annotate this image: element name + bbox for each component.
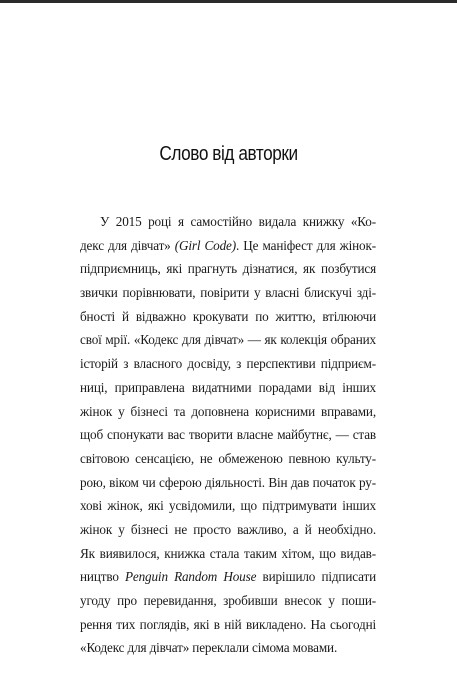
paragraph-line: щоб спонукати вас творити власне майбутнє, — став xyxy=(80,427,376,443)
paragraph-line: рою, віком чи сферою діяльності. Він дав початок ру- xyxy=(80,474,376,490)
body-paragraph xyxy=(80,210,376,660)
chapter-heading: Слово від авторки xyxy=(159,143,298,165)
paragraph-line: жінок у бізнесі та доповнена корисними вправами, xyxy=(80,403,376,419)
italic-title: Penguin Random House xyxy=(124,569,257,585)
paragraph-line: ництво Penguin Random House вирішило підписати xyxy=(80,569,376,585)
paragraph-line: жінок у бізнесі не просто важливо, а й необхідно. xyxy=(80,521,376,537)
paragraph-line: історій з власного досвіду, з перспективи підприєм- xyxy=(80,356,376,372)
paragraph-line: ниці, приправлена видатними порадами від інших xyxy=(80,379,376,395)
paragraph-line: звички порівнювати, повірити у власні блискучі зді- xyxy=(80,285,376,301)
paragraph-line: свої мрії. «Кодекс для дівчат» — як колекція обраних xyxy=(80,332,376,348)
paragraph-line: У 2015 році я самостійно видала книжку «Ко- xyxy=(100,214,376,229)
paragraph-line: хові жінок, які усвідомили, що підтримувати інших xyxy=(80,498,376,514)
paragraph-line: угоду про перевидання, зробивши внесок у поши- xyxy=(80,593,376,608)
italic-title: (Girl Code) xyxy=(174,237,237,253)
paragraph-line: рення тих поглядів, які в ній викладено. На сьогодні xyxy=(80,616,376,632)
paragraph-line: декс для дівчат» (Girl Code). Це маніфест для жінок- xyxy=(80,237,376,253)
paragraph-line: світовою сенсацією, не обмеженою певною культу- xyxy=(80,450,376,466)
page-top-rule xyxy=(0,0,457,3)
paragraph-line: підприємниць, які прагнуть дізнатися, як позбутися xyxy=(80,261,376,277)
paragraph-line: Як виявилося, книжка стала таким хітом, що видав- xyxy=(80,545,376,561)
paragraph-line: бності й відважно крокувати по життю, втілюючи xyxy=(80,308,376,324)
paragraph-line: «Кодекс для дівчат» переклали сімома мовами. xyxy=(80,640,338,656)
